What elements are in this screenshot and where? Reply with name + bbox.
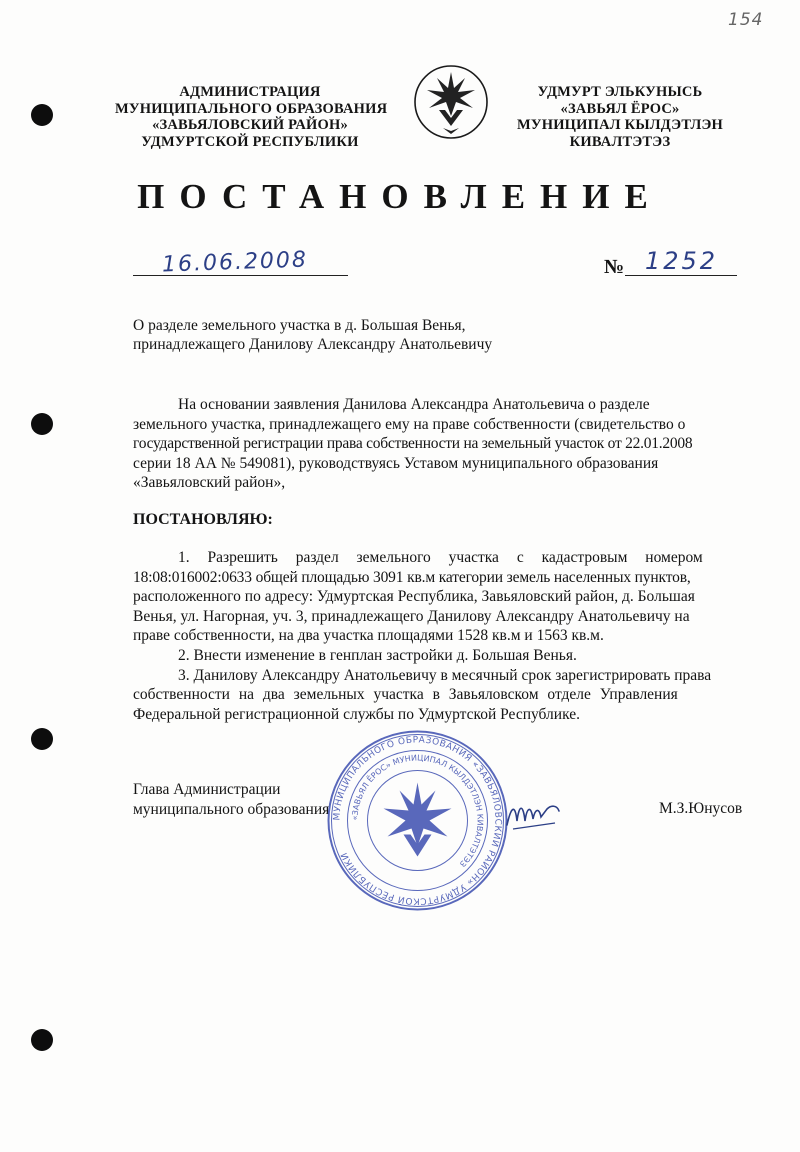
preamble-line: серии 18 АА № 549081), руководствуясь Уставом муниципального образования — [133, 454, 659, 472]
preamble-line: На основании заявления Данилова Александра Анатольевича о разделе — [178, 396, 650, 413]
coat-of-arms-emblem — [413, 64, 489, 140]
item-3-line: Федеральной регистрационной службы по Удмуртской Республике. — [133, 705, 580, 723]
number-label: № — [604, 256, 625, 278]
preamble-line: земельного участка, принадлежащего ему на праве собственности (свидетельство о — [133, 415, 686, 433]
header-left-line: УДМУРТСКОЙ РЕСПУБЛИКИ — [141, 133, 359, 150]
punch-hole — [31, 413, 53, 435]
punch-hole — [31, 1029, 53, 1051]
punch-hole — [31, 728, 53, 750]
header-left — [115, 84, 388, 150]
item-2-line: 2. Внести изменение в генплан застройки д. Большая Венья. — [178, 646, 577, 664]
punch-hole — [31, 104, 53, 126]
official-seal-stamp — [325, 728, 510, 913]
header-right-line: КИВАЛТЭТЭЗ — [569, 133, 671, 150]
header-right-line: «ЗАВЬЯЛ ЁРОС» — [560, 100, 680, 117]
item-1-line: праве собственности, на два участка площадями 1528 кв.м и 1563 кв.м. — [133, 627, 604, 645]
signatory-position — [133, 780, 329, 820]
preamble-paragraph — [133, 395, 744, 493]
header-right-line: МУНИЦИПАЛ КЫЛДЭТЛЭН — [516, 117, 723, 133]
number-underline — [625, 275, 737, 276]
stamp-inner-text: «ЗАВЬЯЛ ЁРОС» МУНИЦИПАЛ КЫЛДЭТЛЭН КИВАЛТЭТЭЗ — [350, 753, 485, 869]
preamble-line: государственной регистрации права собственности на земельный участок от 22.01.2008 — [133, 435, 693, 453]
page-number: 154 — [728, 10, 764, 30]
signatory-name: М.З.Юнусов — [659, 800, 743, 817]
document-title: ПОСТАНОВЛЕНИЕ — [137, 177, 663, 216]
item-1-line: Венья, ул. Нагорная, уч. 3, принадлежащего Данилову Александру Анатольевичу на — [133, 607, 690, 625]
position-line: Глава Администрации — [133, 781, 281, 798]
position-line: муниципального образования — [133, 801, 330, 818]
header-right-line: УДМУРТ ЭЛЬКУНЫСЬ — [537, 84, 703, 100]
decree-items — [133, 548, 744, 724]
header-left-line: АДМИНИСТРАЦИЯ — [179, 84, 321, 100]
preamble-line: «Завьяловский район», — [133, 474, 286, 492]
header-left-line: МУНИЦИПАЛЬНОГО ОБРАЗОВАНИЯ — [115, 100, 388, 117]
document-number: 1252 — [645, 247, 719, 275]
handwritten-signature — [503, 795, 563, 835]
item-3-line: собственности на два земельных участка в Завьяловском отделе Управления — [133, 686, 678, 704]
item-1-line: 18:08:016002:0633 общей площадью 3091 кв.м категории земель населенных пунктов, — [133, 568, 691, 586]
header-left-line: «ЗАВЬЯЛОВСКИЙ РАЙОН» — [152, 117, 348, 133]
header-right — [515, 84, 725, 150]
subject-line: О разделе земельного участка в д. Большая Венья, — [133, 317, 466, 334]
document-subject — [133, 316, 492, 354]
item-1-line: расположенного по адресу: Удмуртская Республика, Завьяловский район, д. Большая — [133, 588, 695, 606]
decree-heading: ПОСТАНОВЛЯЮ: — [133, 511, 273, 528]
subject-line: принадлежащего Данилову Александру Анатольевичу — [133, 336, 493, 353]
item-3-line: 3. Данилову Александру Анатольевичу в месячный срок зарегистрировать права — [178, 666, 712, 684]
document-date: 16.06.2008 — [161, 247, 309, 278]
stamp-outer-text: МУНИЦИПАЛЬНОГО ОБРАЗОВАНИЯ «ЗАВЬЯЛОВСКИЙ РАЙОН» УДМУРТСКОЙ РЕСПУБЛИКИ — [332, 735, 503, 906]
item-1-line: 1. Разрешить раздел земельного участка с кадастровым номером — [178, 549, 703, 566]
